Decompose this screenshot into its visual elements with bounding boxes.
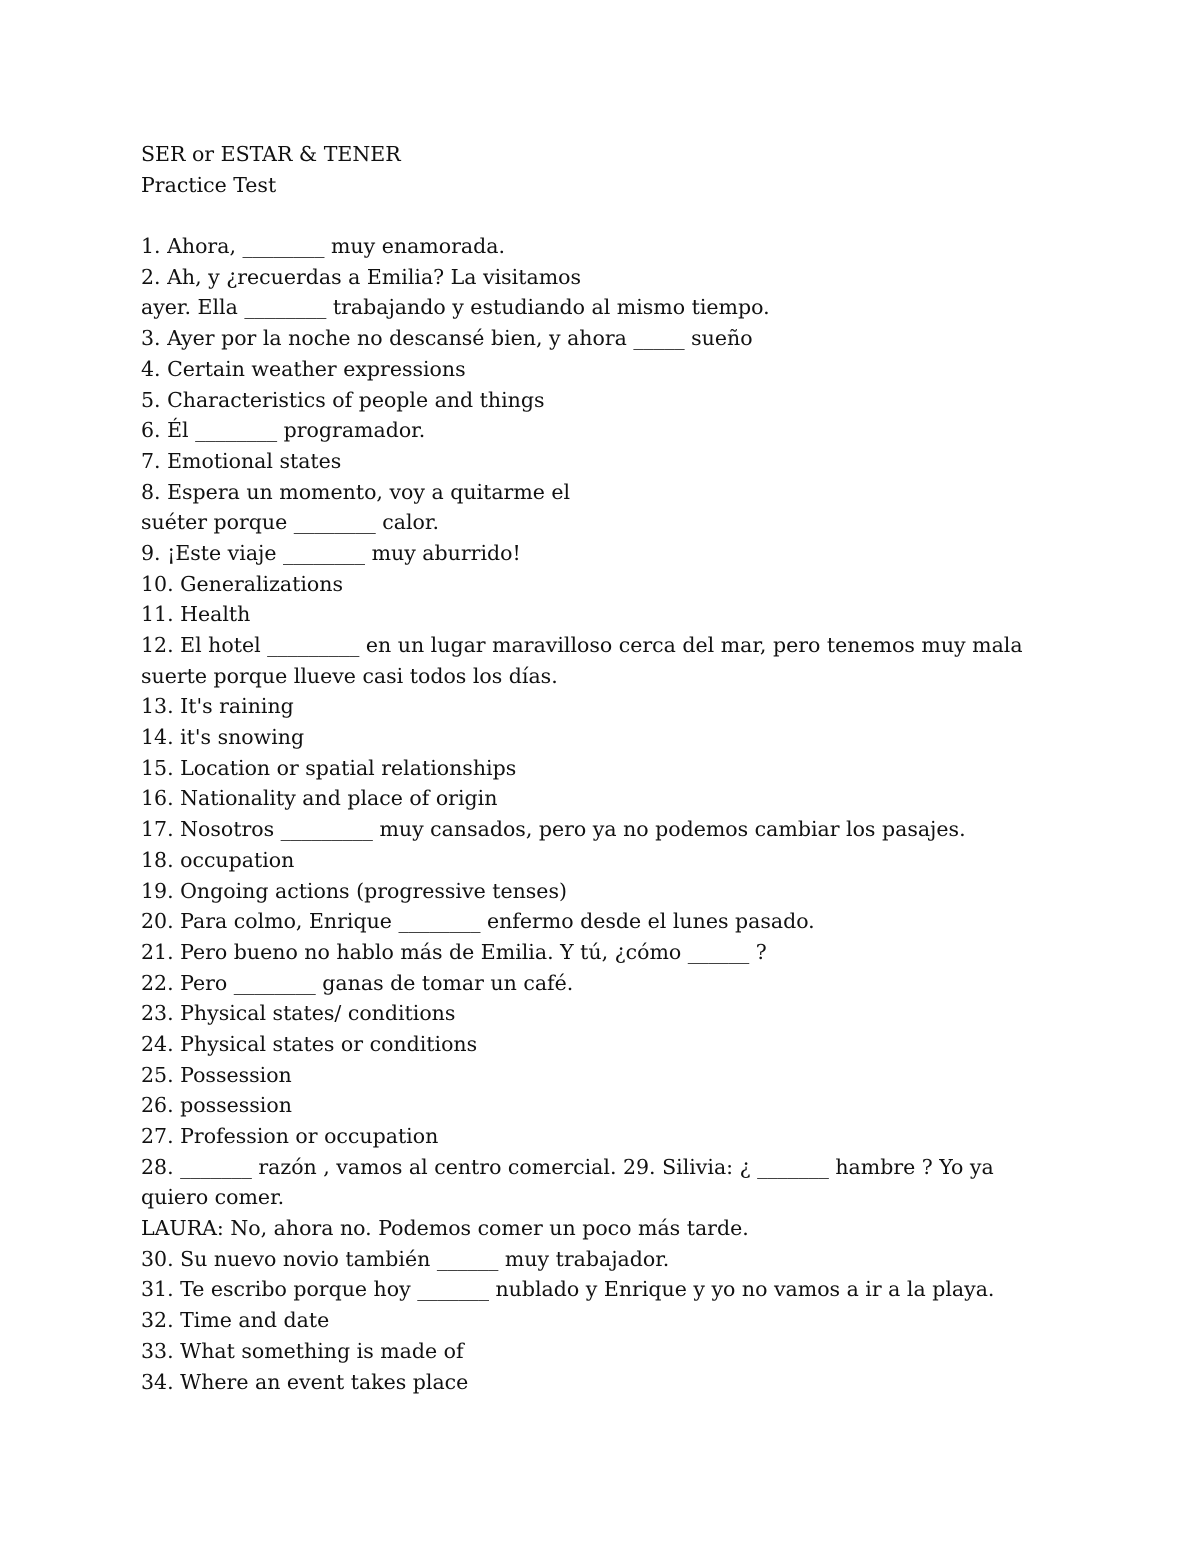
spacer xyxy=(141,200,1061,231)
question-line: 1. Ahora, ________ muy enamorada. xyxy=(141,234,505,259)
question-line: 21. Pero bueno no hablo más de Emilia. Y tú, ¿cómo ______ ? xyxy=(141,939,767,964)
question-line: 13. It's raining xyxy=(141,694,294,719)
question-line: 10. Generalizations xyxy=(141,571,343,596)
question-line: 11. Health xyxy=(141,602,251,627)
question-line: 3. Ayer por la noche no descansé bien, y ahora _____ sueño xyxy=(141,326,753,351)
question-line: quiero comer. xyxy=(141,1185,285,1210)
question-line: 12. El hotel _________ en un lugar maravilloso cerca del mar, pero tenemos muy mala xyxy=(141,633,1023,657)
question-list xyxy=(141,231,1061,1397)
document-title: SER or ESTAR & TENER xyxy=(141,142,401,166)
question-line: 28. _______ razón , vamos al centro comercial. 29. Silivia: ¿ _______ hambre ? Yo ya xyxy=(141,1154,994,1179)
question-line: 17. Nosotros _________ muy cansados, pero ya no podemos cambiar los pasajes. xyxy=(141,817,966,842)
question-line: 25. Possession xyxy=(141,1062,292,1087)
question-line: 9. ¡Este viaje ________ muy aburrido! xyxy=(141,540,521,565)
question-line: 15. Location or spatial relationships xyxy=(141,755,517,780)
question-line: 30. Su nuevo novio también ______ muy trabajador. xyxy=(141,1246,670,1271)
question-line: 32. Time and date xyxy=(141,1308,330,1333)
question-line: LAURA: No, ahora no. Podemos comer un poco más tarde. xyxy=(141,1216,749,1241)
question-line: ayer. Ella ________ trabajando y estudiando al mismo tiempo. xyxy=(141,295,770,320)
question-line: suerte porque llueve casi todos los días. xyxy=(141,663,558,688)
document-body xyxy=(141,139,1061,1397)
document-subtitle: Practice Test xyxy=(141,172,277,197)
question-line: 8. Espera un momento, voy a quitarme el xyxy=(141,479,571,504)
question-line: 26. possession xyxy=(141,1093,292,1118)
question-line: 31. Te escribo porque hoy _______ nublado y Enrique y yo no vamos a ir a la playa. xyxy=(141,1277,995,1302)
question-line: 5. Characteristics of people and things xyxy=(141,387,545,412)
question-line: 19. Ongoing actions (progressive tenses) xyxy=(141,878,567,903)
question-line: 14. it's snowing xyxy=(141,725,305,750)
question-line: 24. Physical states or conditions xyxy=(141,1031,478,1056)
question-line: 33. What something is made of xyxy=(141,1338,464,1363)
question-line: 7. Emotional states xyxy=(141,448,342,473)
question-line: 2. Ah, y ¿recuerdas a Emilia? La visitamos xyxy=(141,264,581,289)
question-line: 4. Certain weather expressions xyxy=(141,356,466,381)
question-line: 20. Para colmo, Enrique ________ enfermo desde el lunes pasado. xyxy=(141,909,815,934)
question-line: suéter porque ________ calor. xyxy=(141,510,439,535)
question-line: 22. Pero ________ ganas de tomar un café. xyxy=(141,970,574,995)
question-line: 16. Nationality and place of origin xyxy=(141,786,498,811)
question-line: 6. Él ________ programador. xyxy=(141,418,426,443)
question-line: 18. occupation xyxy=(141,847,295,872)
question-line: 34. Where an event takes place xyxy=(141,1369,469,1394)
question-line: 23. Physical states/ conditions xyxy=(141,1001,456,1026)
question-line: 27. Profession or occupation xyxy=(141,1124,439,1148)
